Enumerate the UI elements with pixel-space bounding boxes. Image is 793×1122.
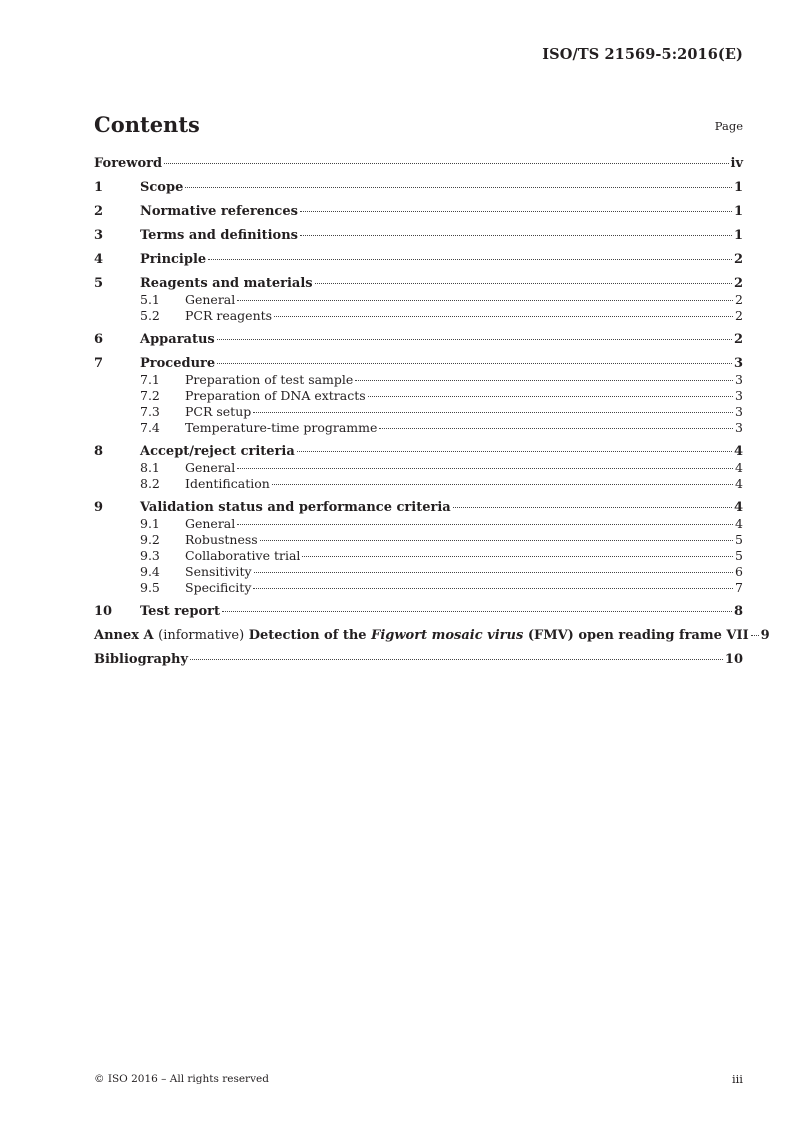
dot-leader (208, 259, 732, 260)
toc-subentry[interactable] (94, 532, 743, 548)
toc-entry[interactable] (94, 604, 743, 620)
dot-leader (368, 396, 733, 397)
toc-entry-number: 3 (94, 228, 104, 243)
toc-entry-title: General (185, 460, 236, 475)
toc-entry-page: 4 (735, 476, 743, 491)
dot-leader (253, 412, 733, 413)
toc-entry-number: 7.2 (140, 388, 160, 403)
toc-entry-page: 3 (733, 356, 743, 371)
annex-title-post: (FMV) open reading frame VII (527, 628, 749, 643)
toc-entry[interactable] (94, 276, 743, 292)
toc-entry-title: Terms and definitions (140, 228, 298, 243)
toc-entry-title: Collaborative trial (185, 548, 301, 563)
toc-entry-title: Identification (185, 476, 270, 491)
document-id: ISO/TS 21569-5:2016(E) (542, 46, 743, 63)
dot-leader (217, 339, 732, 340)
dot-leader (217, 363, 732, 364)
toc-entry-page: 8 (733, 604, 743, 619)
toc-entry-title: Foreword (94, 156, 163, 171)
toc-entry-page: 4 (735, 516, 743, 531)
toc-entry-page: 3 (735, 420, 743, 435)
toc-entry[interactable] (94, 228, 743, 244)
toc-entry[interactable] (94, 444, 743, 460)
dot-leader (237, 524, 733, 525)
toc-entry-number: 9 (94, 500, 104, 515)
toc-entry-number: 7 (94, 356, 104, 371)
dot-leader (453, 507, 732, 508)
toc-subentry[interactable] (94, 308, 743, 324)
toc-entry-number: 9.3 (140, 548, 160, 563)
toc-entry-title: Apparatus (140, 332, 215, 347)
toc-annex-title (94, 628, 749, 644)
dot-leader (254, 572, 733, 573)
toc-entry-title: Preparation of test sample (185, 372, 354, 387)
dot-leader (751, 635, 759, 636)
toc-entry-page: iv (730, 156, 743, 171)
toc-entry-title: Normative references (140, 204, 298, 219)
toc-entry-title: Validation status and performance criteria (140, 500, 451, 515)
toc-entry-number: 9.5 (140, 580, 160, 595)
dot-leader (297, 451, 732, 452)
toc-entry-page: 2 (733, 252, 743, 267)
toc-entry[interactable] (94, 500, 743, 516)
toc-entry-title: PCR reagents (185, 308, 273, 323)
toc-entry-title: Principle (140, 252, 207, 267)
dot-leader (302, 556, 733, 557)
toc-entry-page: 2 (733, 276, 743, 291)
dot-leader (272, 484, 733, 485)
dot-leader (237, 468, 733, 469)
toc-entry-title: General (185, 516, 236, 531)
annex-qualifier: (informative) (158, 628, 245, 643)
toc-entry-page: 7 (735, 580, 743, 595)
toc-entry-number: 8.2 (140, 476, 160, 491)
annex-title-pre: Detection of the (248, 628, 367, 643)
annex-title-italic: Figwort mosaic virus (371, 628, 524, 643)
toc-entry[interactable] (94, 204, 743, 220)
toc-entry-page: 2 (735, 292, 743, 307)
toc-entry[interactable] (94, 356, 743, 372)
dot-leader (274, 316, 733, 317)
toc-entry-title: General (185, 292, 236, 307)
toc-entry-page: 4 (733, 444, 743, 459)
toc-bibliography-title: Bibliography (94, 652, 189, 667)
toc-subentry[interactable] (94, 564, 743, 580)
dot-leader (222, 611, 732, 612)
toc-entry-page: 1 (733, 228, 743, 243)
toc-entry-page: 2 (735, 308, 743, 323)
page-column-label: Page (714, 119, 743, 133)
toc-entry-title: PCR setup (185, 404, 252, 419)
toc-subentry[interactable] (94, 388, 743, 404)
dot-leader (260, 540, 733, 541)
toc-entry-number: 7.1 (140, 372, 160, 387)
toc-entry-number: 9.4 (140, 564, 160, 579)
toc-subentry[interactable] (94, 292, 743, 308)
toc-entry[interactable] (94, 156, 743, 172)
toc-entry-number: 9.1 (140, 516, 160, 531)
toc-entry-number: 5.2 (140, 308, 160, 323)
dot-leader (379, 428, 733, 429)
toc-entry-page: 4 (735, 460, 743, 475)
toc-entry-number: 7.3 (140, 404, 160, 419)
toc-entry-number: 8.1 (140, 460, 160, 475)
copyright-notice: © ISO 2016 – All rights reserved (94, 1073, 269, 1085)
table-of-contents (94, 152, 770, 668)
toc-entry-number: 8 (94, 444, 104, 459)
toc-subentry[interactable] (94, 516, 743, 532)
toc-entry-number: 5.1 (140, 292, 160, 307)
toc-subentry[interactable] (94, 580, 743, 596)
annex-label: Annex A (94, 628, 154, 643)
toc-entry-title: Preparation of DNA extracts (185, 388, 366, 403)
toc-entry-title: Accept/reject criteria (140, 444, 295, 459)
toc-entry-title: Sensitivity (185, 564, 252, 579)
toc-entry-page: 1 (733, 204, 743, 219)
toc-entry-page: 6 (735, 564, 743, 579)
toc-entry-number: 6 (94, 332, 104, 347)
toc-subentry[interactable] (94, 404, 743, 420)
toc-annex-page: 9 (760, 628, 770, 643)
toc-entry[interactable] (94, 252, 743, 268)
contents-title: Contents (94, 112, 200, 137)
toc-entry-number: 5 (94, 276, 104, 291)
toc-subentry[interactable] (94, 476, 743, 492)
dot-leader (237, 300, 733, 301)
toc-bibliography-page: 10 (724, 652, 743, 667)
toc-entry-title: Scope (140, 180, 184, 195)
toc-entry-title: Temperature-time programme (185, 420, 378, 435)
toc-entry-page: 1 (733, 180, 743, 195)
toc-annex-entry[interactable] (94, 628, 770, 644)
dot-leader (164, 163, 728, 164)
toc-entry-page: 3 (735, 404, 743, 419)
toc-entry-number: 10 (94, 604, 113, 619)
toc-bibliography-entry[interactable] (94, 652, 743, 668)
toc-entry-page: 3 (735, 372, 743, 387)
dot-leader (185, 187, 732, 188)
page-number: iii (731, 1072, 743, 1086)
toc-entry-number: 9.2 (140, 532, 160, 547)
toc-subentry[interactable] (94, 420, 743, 436)
toc-subentry[interactable] (94, 548, 743, 564)
toc-entry[interactable] (94, 332, 743, 348)
dot-leader (300, 211, 732, 212)
dot-leader (355, 380, 733, 381)
toc-entry-number: 1 (94, 180, 104, 195)
toc-entry-title: Procedure (140, 356, 216, 371)
dot-leader (190, 659, 723, 660)
toc-entry-title: Specificity (185, 580, 252, 595)
toc-entry-page: 5 (735, 548, 743, 563)
toc-entry[interactable] (94, 180, 743, 196)
toc-entry-page: 5 (735, 532, 743, 547)
toc-entry-number: 2 (94, 204, 104, 219)
toc-entry-title: Test report (140, 604, 221, 619)
toc-entry-title: Reagents and materials (140, 276, 313, 291)
dot-leader (253, 588, 733, 589)
toc-subentry[interactable] (94, 372, 743, 388)
toc-entry-page: 2 (733, 332, 743, 347)
toc-entry-page: 4 (733, 500, 743, 515)
toc-subentry[interactable] (94, 460, 743, 476)
dot-leader (315, 283, 732, 284)
toc-entry-title: Robustness (185, 532, 258, 547)
toc-entry-number: 4 (94, 252, 104, 267)
dot-leader (300, 235, 732, 236)
toc-entry-number: 7.4 (140, 420, 160, 435)
toc-entry-page: 3 (735, 388, 743, 403)
